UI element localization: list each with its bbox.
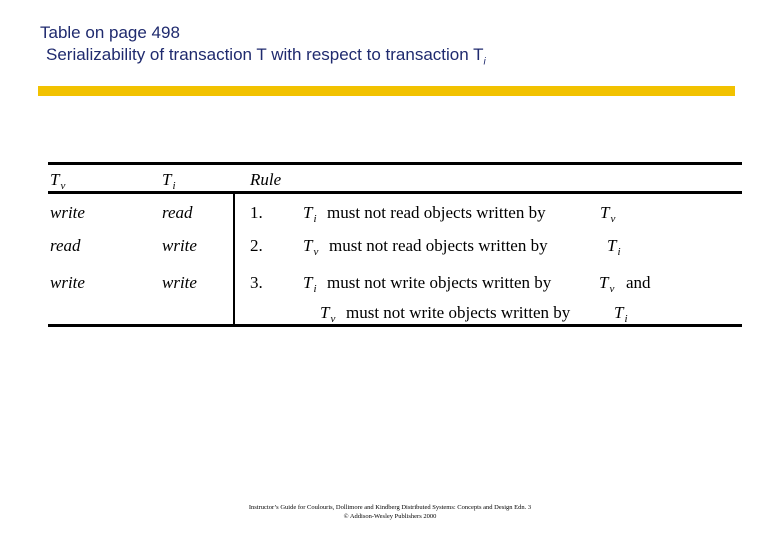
row2-col2: write — [162, 236, 197, 255]
table-header-rule — [48, 191, 742, 194]
row1-col2: read — [162, 203, 193, 222]
row3-rule-text: must not write objects written by — [327, 273, 552, 292]
title-line-1: Table on page 498 — [40, 23, 180, 42]
row3-rule-and: and — [626, 273, 651, 292]
row1-rule-text: must not read objects written by — [327, 203, 546, 222]
row1-rule-object: $T_v$ — [600, 203, 616, 225]
row3-cont-subject: $T_v$ — [320, 303, 336, 325]
row2-col1: read — [50, 236, 81, 255]
row1-rule-subject: $T_i$ — [303, 203, 317, 225]
footer-line-2: © Addison-Wesley Publishers 2000 — [343, 513, 437, 520]
row3-rule-subject: $T_i$ — [303, 273, 317, 295]
row3-rule-object: $T_v$ — [599, 273, 615, 295]
row2-rule-text: must not read objects written by — [329, 236, 548, 255]
row3-col1: write — [50, 273, 85, 292]
footer — [0, 503, 780, 521]
row3-col2: write — [162, 273, 197, 292]
title-line-2: Serializability of transaction T with respect to transaction $T_i$ — [46, 45, 486, 68]
row1-number: 1. — [250, 203, 263, 222]
row1-col1: write — [50, 203, 85, 222]
slide-title — [40, 22, 486, 73]
row3-cont-text: must not write objects written by — [346, 303, 571, 322]
table-bottom-rule — [48, 324, 742, 327]
header-ti: $T_i$ — [162, 170, 176, 192]
table-top-rule — [48, 162, 742, 165]
row3-number: 3. — [250, 273, 263, 292]
footer-line-1: Instructor’s Guide for Coulouris, Dollimore and Kindberg Distributed Systems: Concepts and Design Edn. 3 — [248, 504, 532, 511]
header-rule: Rule — [250, 170, 282, 189]
row2-number: 2. — [250, 236, 263, 255]
accent-bar — [38, 86, 735, 96]
row2-rule-object: $T_i$ — [607, 236, 621, 258]
row2-rule-subject: $T_v$ — [303, 236, 319, 258]
row3-cont-object: $T_i$ — [614, 303, 628, 325]
table-column-divider — [233, 193, 235, 325]
header-tv: $T_v$ — [50, 170, 66, 192]
